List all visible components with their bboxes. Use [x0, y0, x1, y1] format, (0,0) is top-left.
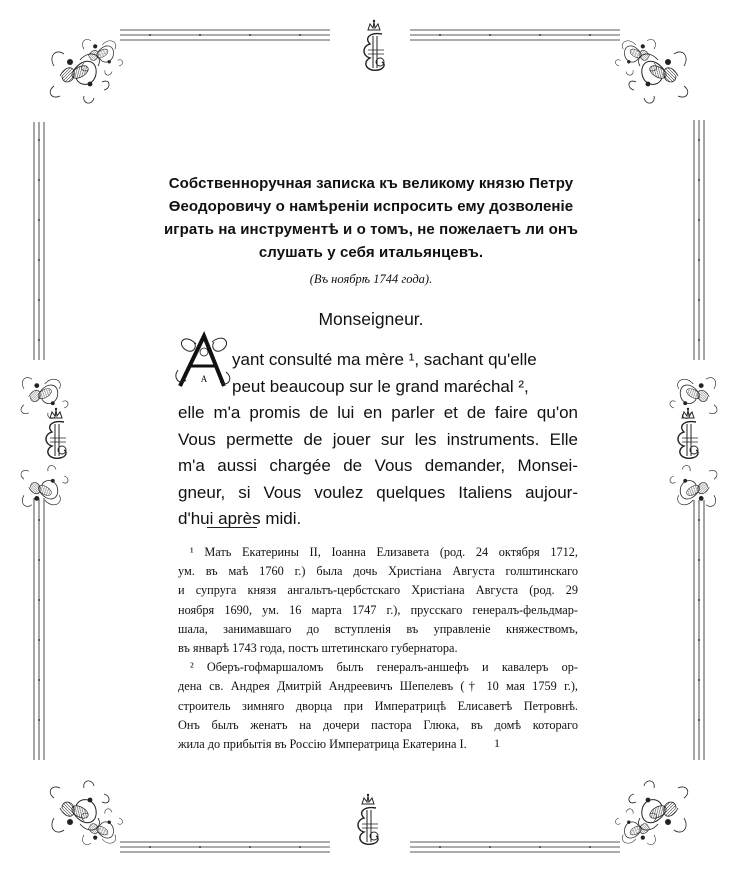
footnote-2-line: ² Оберъ-гофмаршаломъ былъ генералъ-аншефъ и кавалеръ ор- — [190, 660, 578, 675]
footnote-2-line: дена св. Андрея Дмитрій Андреевичъ Шепелевъ († 10 мая 1759 г.), — [178, 679, 578, 694]
letter-line: Vous permette de jouer sur les instruments. Elle — [178, 429, 578, 449]
footnote-divider — [207, 527, 257, 528]
footnote-1-line: ум. въ маѣ 1760 г.) была дочь Христіана Августа голштинскаго — [178, 564, 578, 579]
heading-line: играть на инструментѣ и о томъ, не пожелаетъ ли онъ — [163, 221, 579, 238]
footnote-2-line: жила до прибытія въ Россію Императрица Екатерина I. — [178, 737, 467, 752]
letter-line: elle m'a promis de lui en parler et de faire qu'on — [178, 403, 578, 422]
footnote-1-line: шала, занимавшаго до вступленія въ управленіе княжествомъ, — [178, 621, 578, 636]
date-note: (Въ ноябрѣ 1744 года). — [309, 272, 433, 286]
footnote-1-line: ноября 1690, ум. 16 марта 1747 г.), прусскаго генералъ-фельдмар- — [178, 602, 578, 617]
footnotes — [178, 543, 578, 754]
letter-line: peut beaucoup sur le grand maréchal ², — [232, 376, 529, 396]
letter-line: d'hui après midi. — [178, 509, 302, 528]
footnote-1-line: и супруга князя ангальтъ-цербстскаго Христіана Августа (род. 29 — [178, 583, 578, 598]
footnote-1-line: въ январѣ 1743 года, постъ штетинскаго губернатора. — [178, 641, 458, 656]
letter-body — [178, 347, 578, 533]
salutation: Monseigneur. — [318, 309, 424, 329]
heading-line: Собственноручная записка къ великому князю Петру — [168, 175, 574, 192]
page-number: 1 — [494, 736, 500, 750]
svg-text:A: A — [200, 374, 208, 384]
footnote-1-line: ¹ Мать Екатерины II, Іоанна Елизавета (род. 24 октября 1712, — [190, 545, 578, 559]
heading-line: слушать у себя итальянцевъ. — [258, 244, 484, 261]
letter-line: yant consulté ma mère ¹, sachant qu'elle — [232, 350, 537, 369]
heading-line: Өеодоровичу о намѣреніи испросить ему дозволеніе — [168, 198, 574, 215]
footnote-2-line: строитель зимняго дворца при Императрицѣ Елисаветѣ Петровнѣ. — [178, 698, 578, 713]
letter-line: m'a aussi chargée de Vous demander, Monsei- — [178, 456, 578, 475]
document-heading — [162, 172, 580, 264]
footnote-2-line: Онъ былъ женатъ на дочери пастора Глюка, въ домѣ котораго — [178, 717, 578, 732]
letter-line: gneur, si Vous voulez quelques Italiens aujour- — [178, 482, 578, 502]
